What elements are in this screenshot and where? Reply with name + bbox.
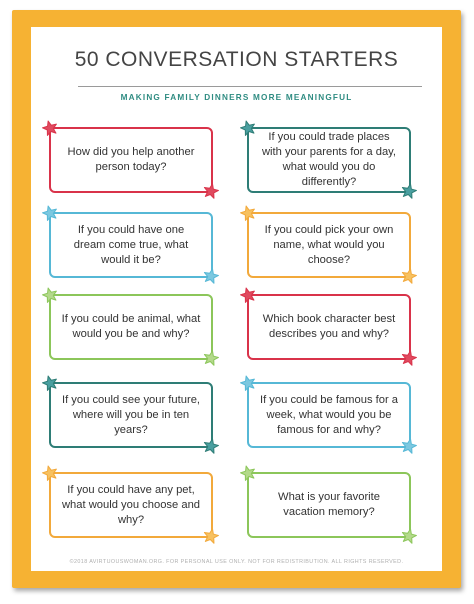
card-question: If you could pick your own name, what would you choose? bbox=[264, 223, 394, 266]
page-title: 50 CONVERSATION STARTERS bbox=[74, 48, 399, 71]
star-icon bbox=[400, 349, 419, 368]
star-icon bbox=[202, 182, 221, 201]
card-question: If you could have one dream come true, what would it be? bbox=[73, 223, 189, 266]
conversation-card bbox=[247, 294, 411, 360]
conversation-card bbox=[49, 382, 213, 448]
conversation-card bbox=[247, 127, 411, 193]
card-question: If you could be animal, what would you be and why? bbox=[61, 313, 201, 340]
card-question: If you could be famous for a week, what would you be famous for and why? bbox=[259, 393, 399, 436]
card-question: Which book character best describes you and why? bbox=[262, 313, 396, 340]
conversation-card bbox=[247, 212, 411, 278]
star-icon bbox=[40, 203, 60, 223]
printable-sheet bbox=[31, 27, 442, 571]
conversation-card bbox=[49, 472, 213, 538]
star-icon bbox=[238, 463, 258, 483]
star-icon bbox=[238, 203, 258, 223]
card-question: What is your favorite vacation memory? bbox=[278, 491, 380, 518]
conversation-card bbox=[49, 294, 213, 360]
star-icon bbox=[40, 285, 60, 305]
conversation-card bbox=[49, 212, 213, 278]
card-question: How did you help another person today? bbox=[67, 146, 195, 173]
star-icon bbox=[238, 285, 258, 305]
star-icon bbox=[202, 349, 221, 368]
star-icon bbox=[40, 118, 60, 138]
card-question: If you could have any pet, what would you choose and why? bbox=[61, 483, 201, 526]
conversation-card bbox=[247, 382, 411, 448]
orange-frame bbox=[12, 10, 461, 588]
star-icon bbox=[238, 118, 258, 138]
conversation-card bbox=[247, 472, 411, 538]
star-icon bbox=[40, 463, 60, 483]
star-icon bbox=[400, 267, 419, 286]
star-icon bbox=[202, 267, 221, 286]
conversation-card bbox=[49, 127, 213, 193]
title-divider bbox=[78, 86, 422, 87]
star-icon bbox=[40, 373, 60, 393]
card-question: If you could see your future, where will you be in ten years? bbox=[61, 393, 201, 436]
star-icon bbox=[202, 527, 221, 546]
star-icon bbox=[400, 437, 419, 456]
card-question: If you could trade places with your parents for a day, what would you do differently? bbox=[261, 131, 397, 188]
star-icon bbox=[238, 373, 258, 393]
star-icon bbox=[400, 527, 419, 546]
copyright-footer: ©2018 AVIRTUOUSWOMAN.ORG. FOR PERSONAL USE ONLY. NOT FOR REDISTRIBUTION. ALL RIGHTS RESERVED. bbox=[69, 559, 404, 565]
star-icon bbox=[202, 437, 221, 456]
star-icon bbox=[400, 182, 419, 201]
page-subtitle: MAKING FAMILY DINNERS MORE MEANINGFUL bbox=[120, 93, 353, 102]
